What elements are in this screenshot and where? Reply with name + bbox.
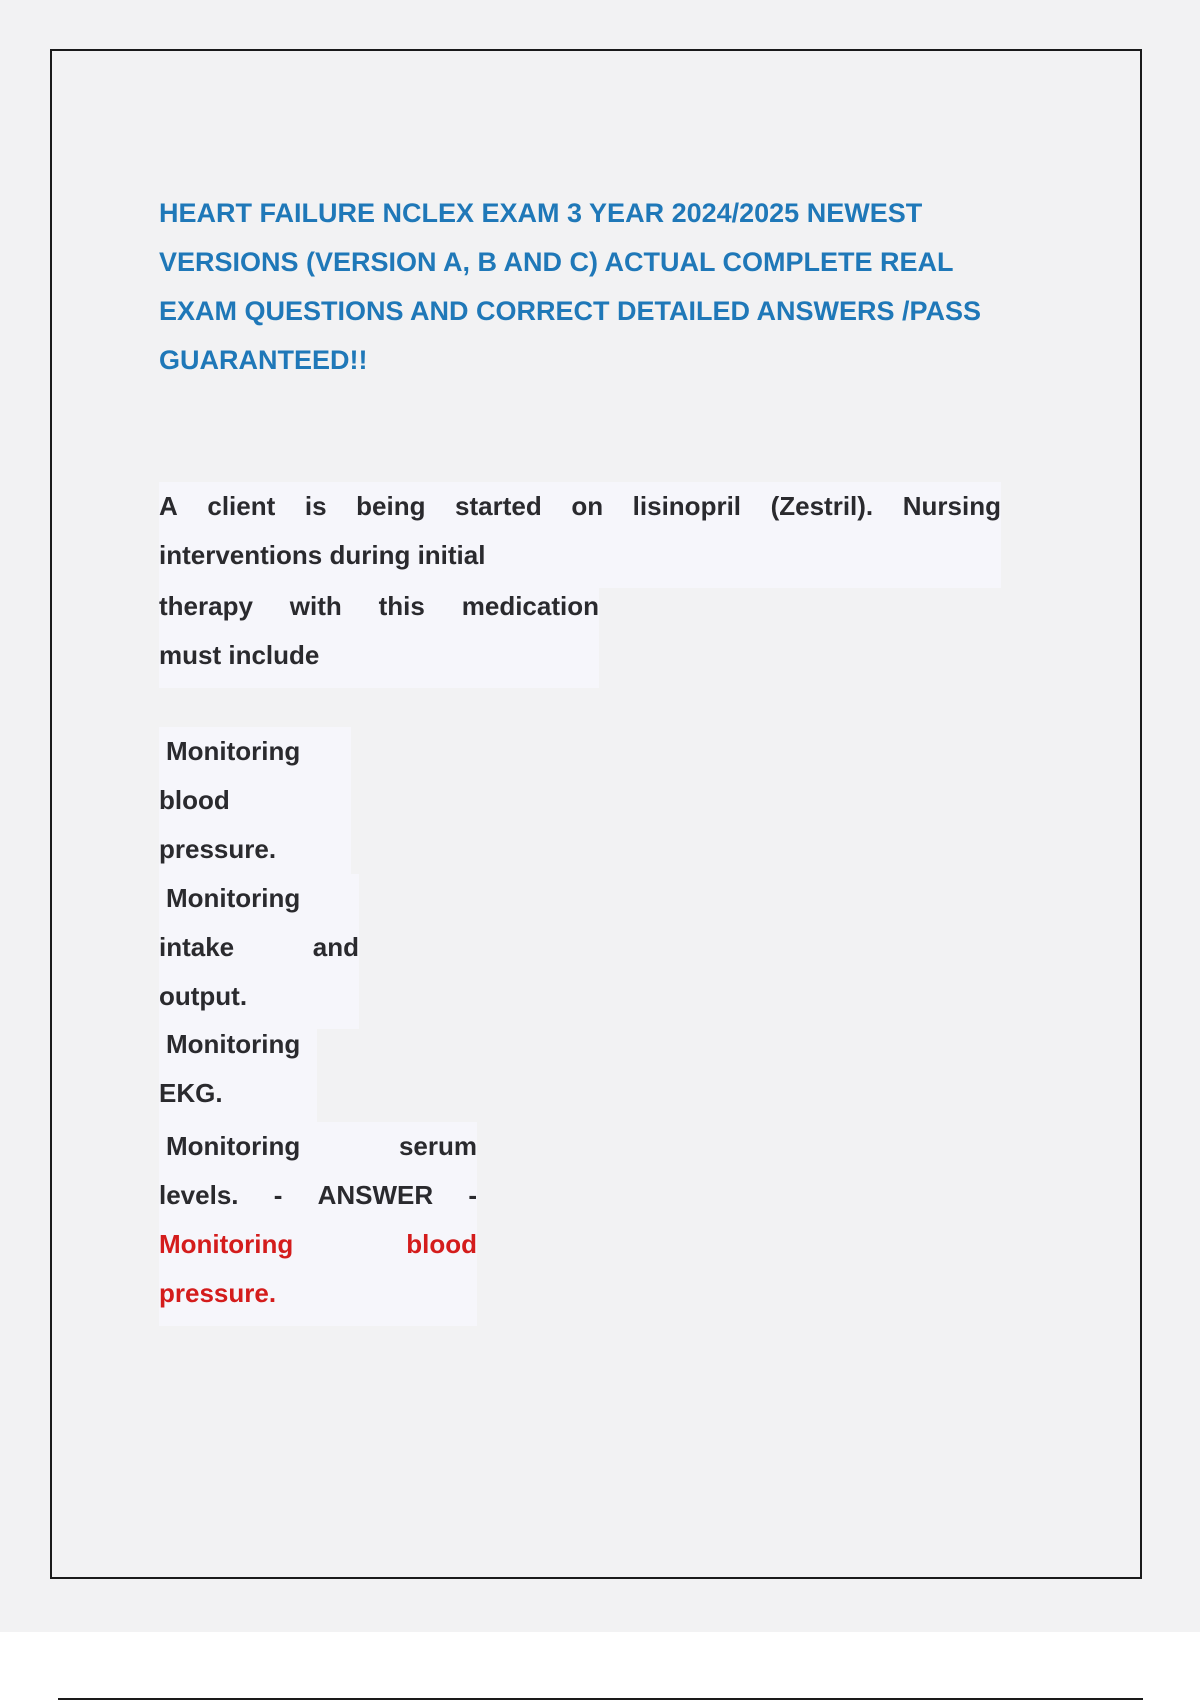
option-text: pressure. — [159, 834, 277, 864]
word: client — [207, 491, 276, 521]
question-stem — [159, 482, 1001, 588]
title-line: GUARANTEED!! — [159, 345, 368, 375]
word: intake — [159, 932, 235, 962]
word: levels. — [159, 1180, 239, 1210]
word: being — [356, 491, 426, 521]
word: Monitoring — [166, 1131, 301, 1161]
title-line: HEART FAILURE NCLEX EXAM 3 YEAR 2024/2025 NEWEST — [159, 198, 923, 228]
title-line: VERSIONS (VERSION A, B AND C) ACTUAL COMPLETE REAL — [159, 247, 954, 277]
option-text: Monitoring — [166, 883, 301, 913]
question-line-3 — [159, 582, 599, 631]
document-title — [159, 189, 1059, 385]
option-text: EKG. — [159, 1078, 223, 1108]
option-text: Monitoring — [166, 736, 301, 766]
word: ANSWER — [317, 1180, 434, 1210]
option-text: Monitoring — [166, 1029, 301, 1059]
answer-option-3 — [159, 1020, 317, 1126]
word: A — [159, 491, 178, 521]
answer-word: Monitoring — [159, 1229, 294, 1259]
answer-word: pressure. — [159, 1278, 277, 1308]
word: therapy — [159, 591, 253, 621]
option-text: blood — [159, 785, 230, 815]
word: and — [312, 932, 359, 962]
word: - — [273, 1180, 283, 1210]
title-line: EXAM QUESTIONS AND CORRECT DETAILED ANSWERS /PASS — [159, 296, 982, 326]
answer-word: blood — [406, 1229, 477, 1259]
question-line-2 — [159, 531, 1001, 580]
word: lisinopril — [632, 491, 742, 521]
option-text: output. — [159, 981, 248, 1011]
word: Nursing — [902, 491, 1001, 521]
question-stem-continued — [159, 582, 599, 688]
question-text: must include — [159, 640, 320, 670]
word: with — [289, 591, 342, 621]
word: - — [468, 1180, 477, 1210]
answer-option-2 — [159, 874, 359, 1029]
question-line-4 — [159, 631, 599, 680]
word: medication — [461, 591, 599, 621]
correct-answer-continued — [159, 1269, 477, 1318]
answer-option-1 — [159, 727, 351, 882]
question-line-1 — [159, 482, 1001, 531]
word: serum — [398, 1131, 477, 1161]
correct-answer — [159, 1220, 477, 1269]
word: started — [455, 491, 542, 521]
question-text: interventions during initial — [159, 540, 486, 570]
word: on — [571, 491, 604, 521]
word: this — [378, 591, 425, 621]
answer-option-4 — [159, 1122, 477, 1326]
word: is — [304, 491, 327, 521]
word: (Zestril). — [770, 491, 874, 521]
